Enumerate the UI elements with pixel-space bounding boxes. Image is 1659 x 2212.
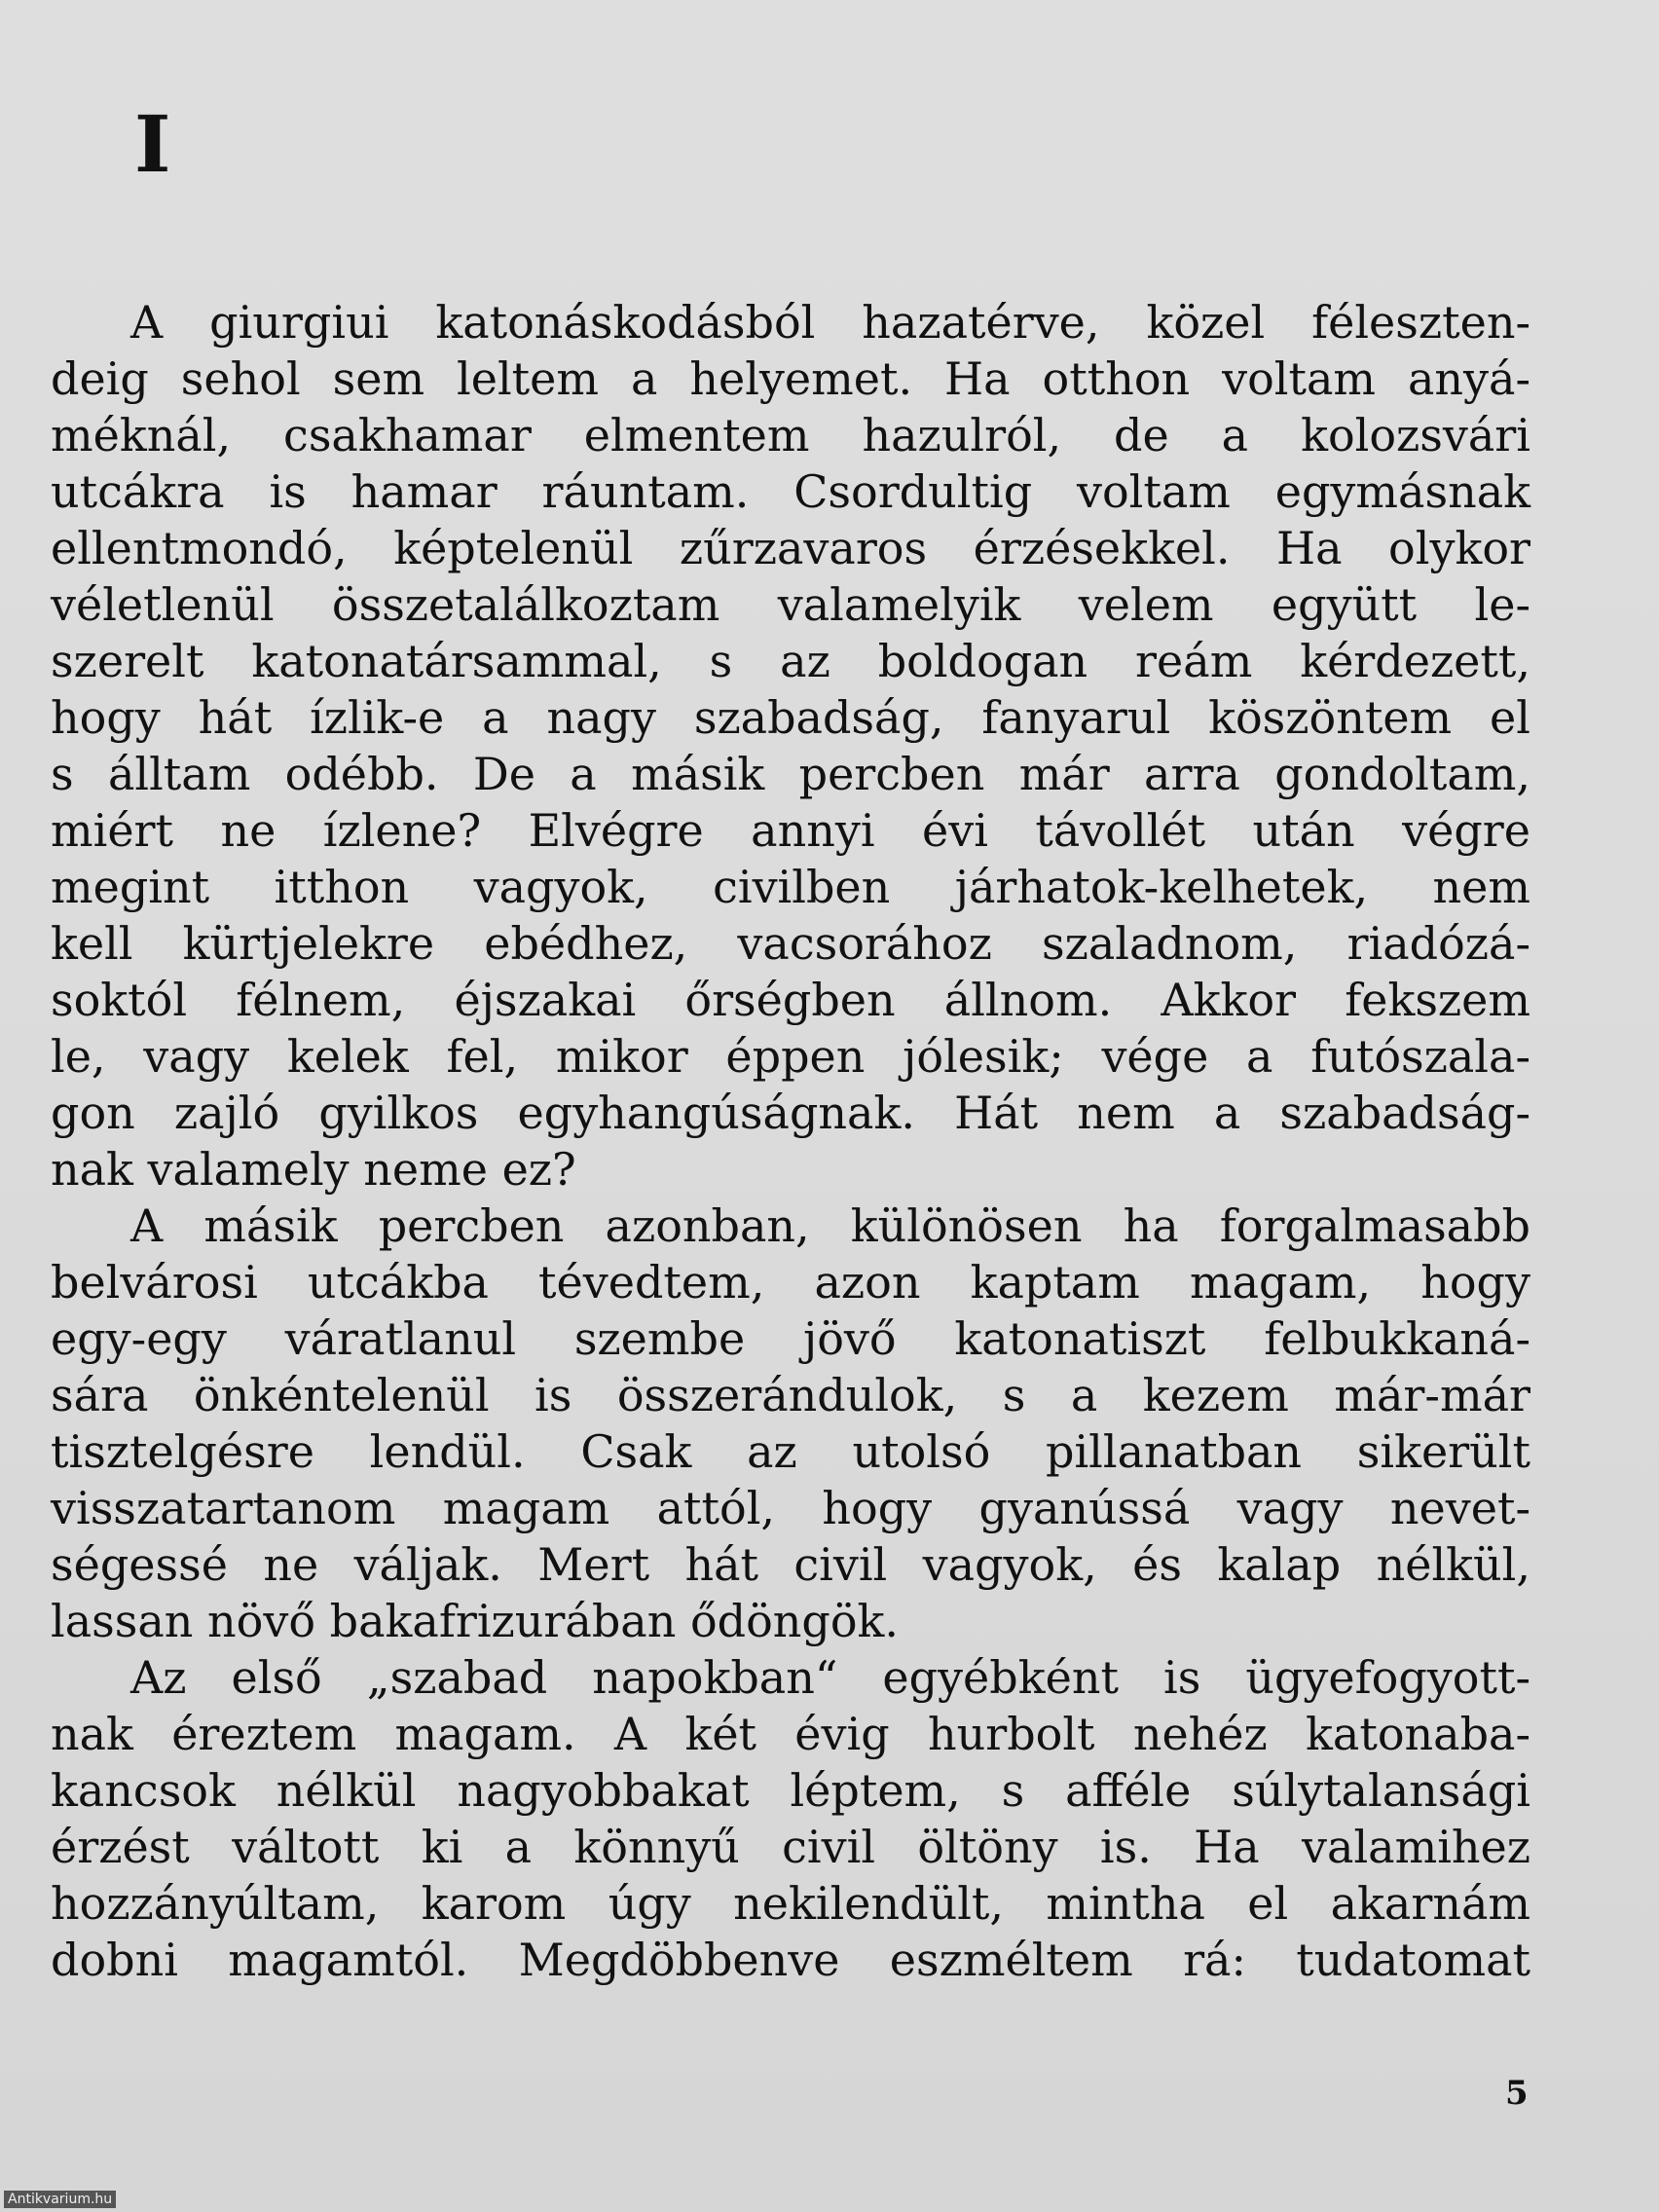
text-line: méknál, csakhamar elmentem hazulról, de a kolozsvári (51, 409, 1530, 461)
text-line: Az első „szabad napokban“ egyébként is ügyefogyott- (130, 1651, 1530, 1704)
chapter-number: I (134, 98, 171, 190)
text-line: soktól félnem, éjszakai őrségben állnom. Akkor fekszem (51, 974, 1530, 1026)
text-line: deig sehol sem leltem a helyemet. Ha otthon voltam anyá- (51, 352, 1530, 405)
watermark: Antikvarium.hu (4, 2191, 116, 2208)
text-line: hogy hát ízlik-e a nagy szabadság, fanyarul köszöntem el (51, 691, 1530, 744)
text-line: lassan növő bakafrizurában ődöngök. (51, 1595, 900, 1647)
text-line: dobni magamtól. Megdöbbenve eszméltem rá: tudatomat (51, 1934, 1530, 1986)
body-text (51, 294, 1530, 1988)
text-line: le, vagy kelek fel, mikor éppen jólesik; vége a futószala- (51, 1030, 1530, 1083)
text-line: tisztelgésre lendül. Csak az utolsó pillanatban sikerült (51, 1425, 1530, 1478)
paragraph (51, 1649, 1530, 1988)
paragraph (51, 1198, 1530, 1649)
text-line: kancsok nélkül nagyobbakat léptem, s afféle súlytalansági (51, 1764, 1530, 1817)
text-line: megint itthon vagyok, civilben járhatok-kelhetek, nem (51, 861, 1530, 913)
text-line: kell kürtjelekre ebédhez, vacsorához szaladnom, riadózá- (51, 917, 1530, 970)
text-line: miért ne ízlene? Elvégre annyi évi távollét után végre (51, 804, 1530, 857)
text-line: nak éreztem magam. A két évig hurbolt nehéz katonaba- (51, 1708, 1530, 1760)
text-line: visszatartanom magam attól, hogy gyanússá vagy nevet- (51, 1482, 1530, 1534)
text-line: egy-egy váratlanul szembe jövő katonatiszt felbukkaná- (51, 1312, 1530, 1365)
text-line: A másik percben azonban, különösen ha forgalmasabb (130, 1199, 1530, 1252)
text-line: érzést váltott ki a könnyű civil öltöny is. Ha valamihez (51, 1821, 1530, 1873)
text-line: szerelt katonatársammal, s az boldogan reám kérdezett, (51, 635, 1530, 687)
paragraph (51, 294, 1530, 1198)
text-line: utcákra is hamar ráuntam. Csordultig voltam egymásnak (51, 465, 1530, 518)
text-line: ellentmondó, képtelenül zűrzavaros érzésekkel. Ha olykor (51, 522, 1530, 574)
text-line: sára önkéntelenül is összerándulok, s a kezem már-már (51, 1369, 1530, 1421)
text-line: gon zajló gyilkos egyhangúságnak. Hát nem a szabadság- (51, 1087, 1530, 1139)
text-line: ségessé ne váljak. Mert hát civil vagyok, és kalap nélkül, (51, 1538, 1530, 1591)
text-line: véletlenül összetalálkoztam valamelyik velem együtt le- (51, 578, 1530, 631)
text-line: belvárosi utcákba tévedtem, azon kaptam magam, hogy (51, 1256, 1530, 1309)
text-line: s álltam odébb. De a másik percben már arra gondoltam, (51, 748, 1530, 800)
text-line: nak valamely neme ez? (51, 1143, 576, 1196)
text-line: hozzányúltam, karom úgy nekilendült, mintha el akarnám (51, 1877, 1530, 1930)
text-line: A giurgiui katonáskodásból hazatérve, közel féleszten- (130, 296, 1530, 349)
page-number: 5 (1505, 2074, 1529, 2113)
